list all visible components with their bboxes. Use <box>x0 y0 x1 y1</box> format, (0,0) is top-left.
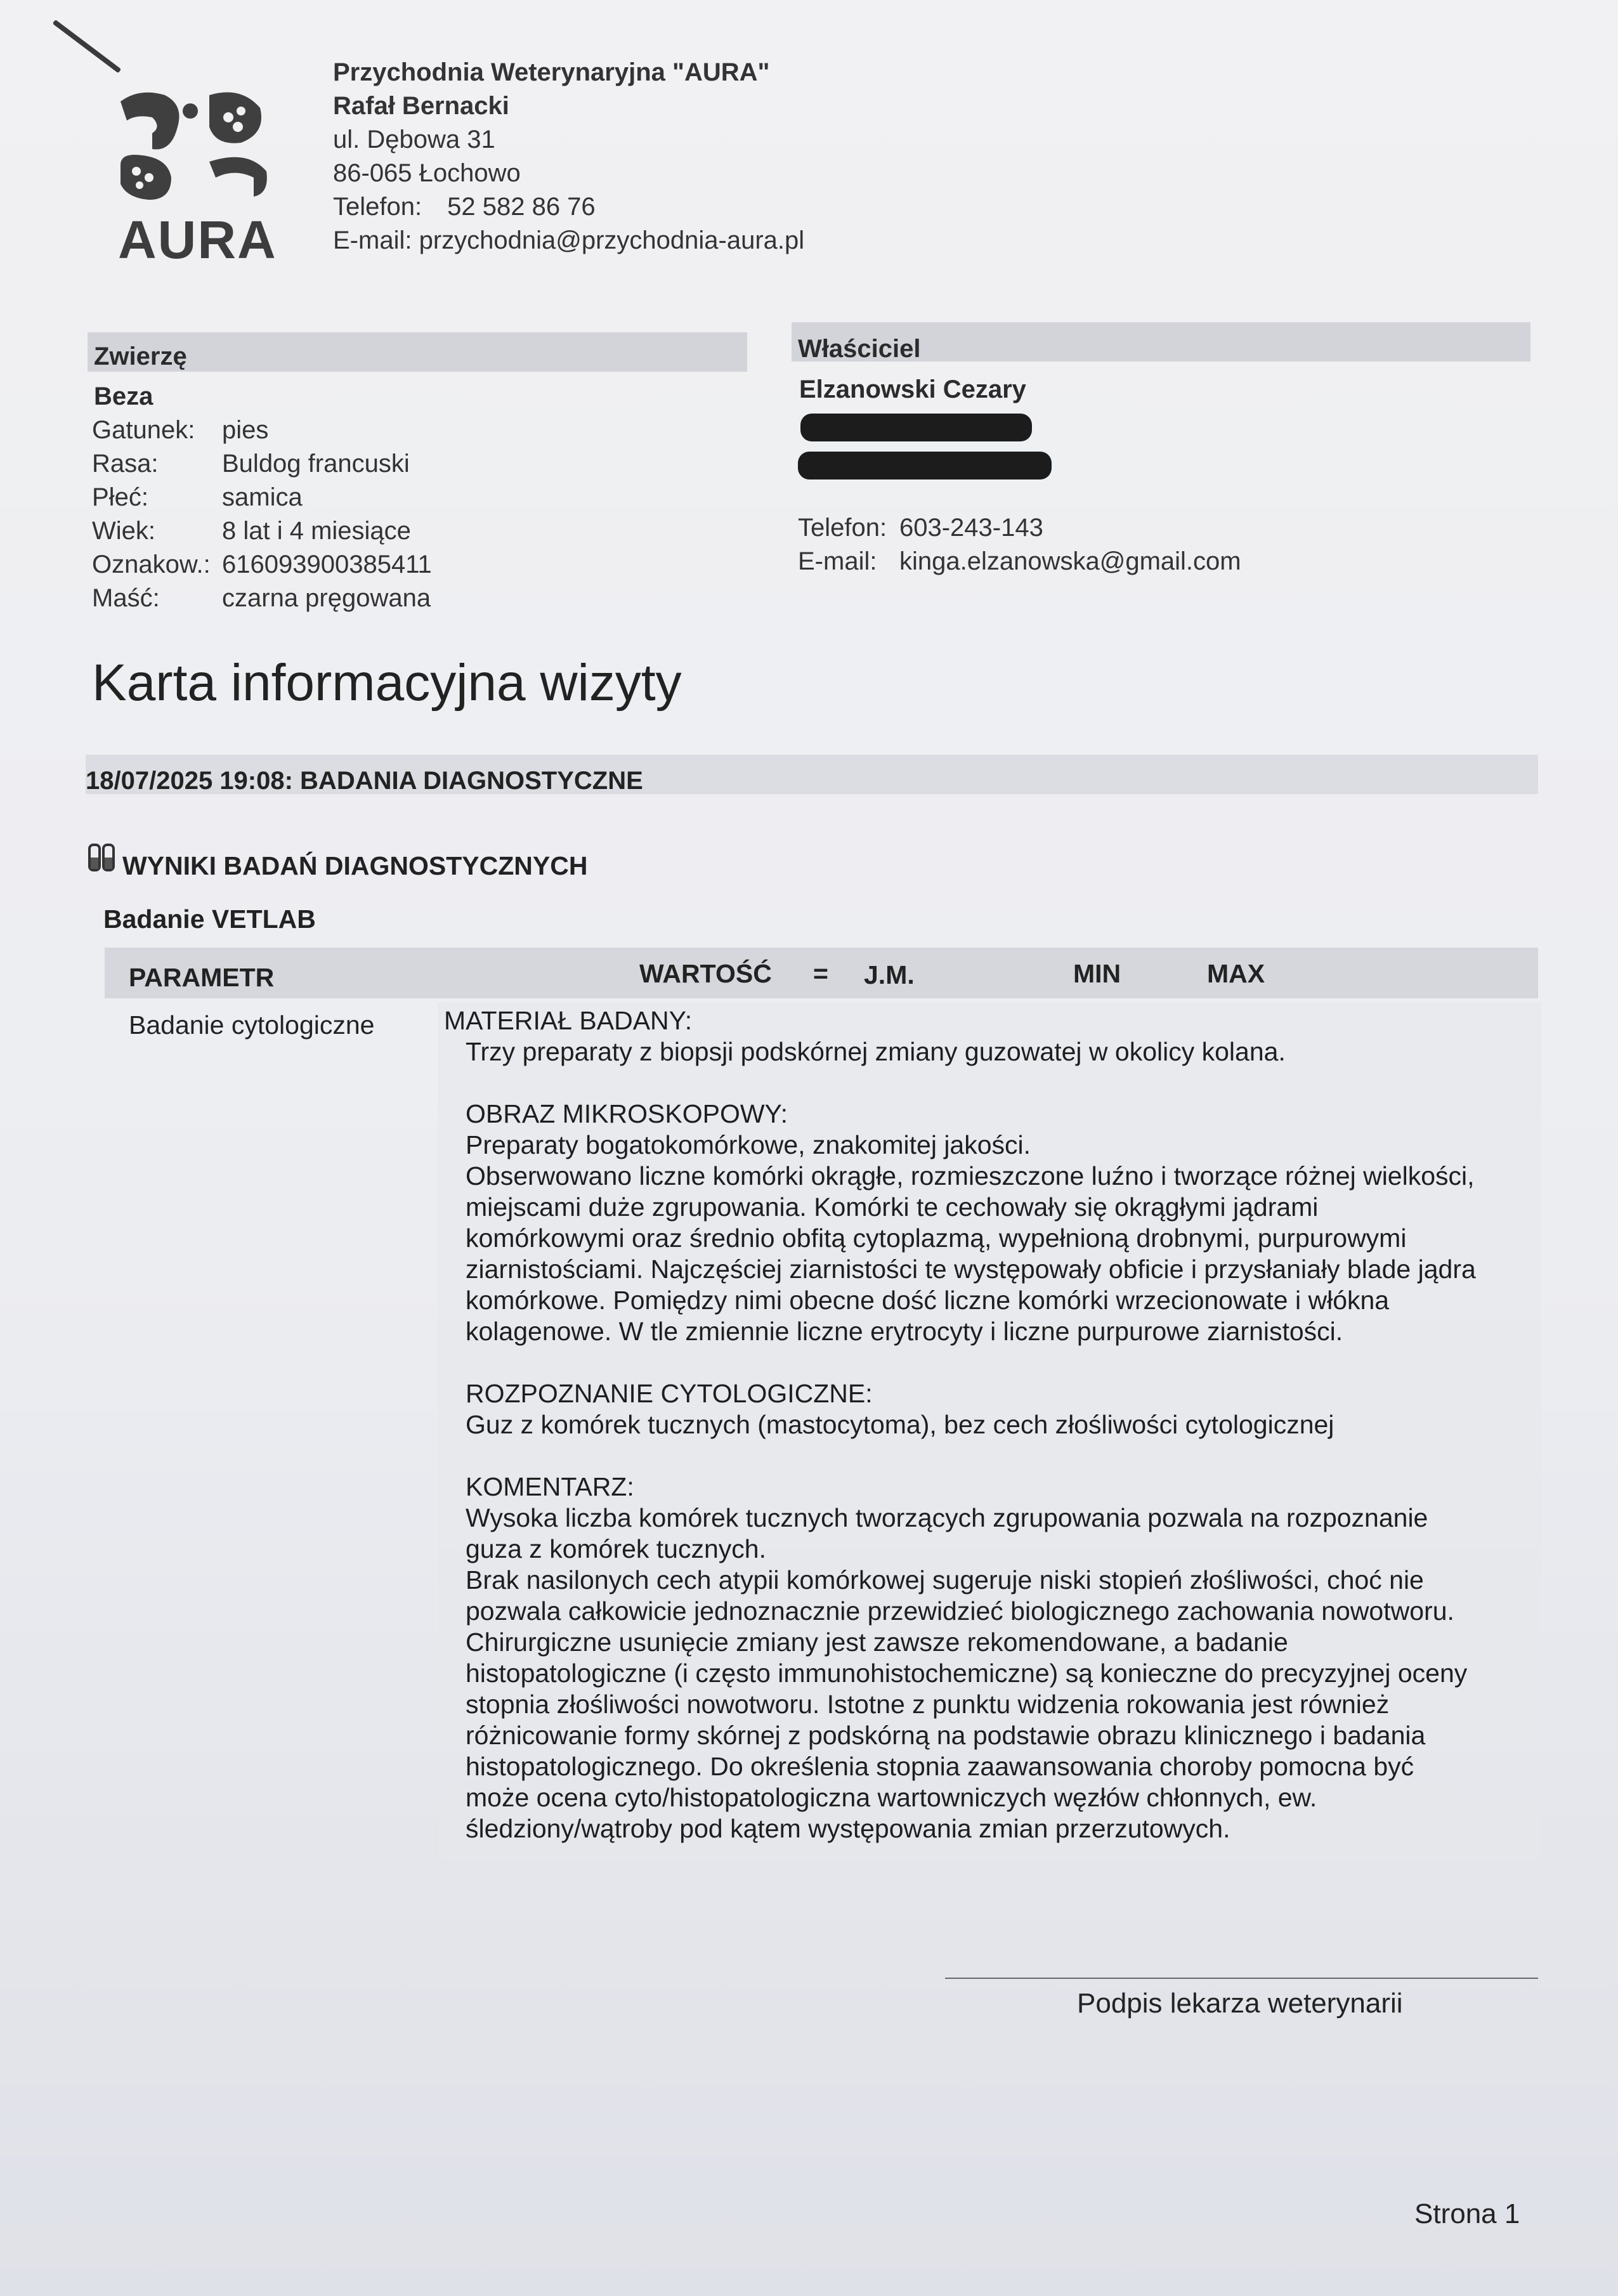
comment-line: histopatologiczne (i często immunohistochemiczne) są konieczne do precyzyjnej oceny <box>466 1659 1468 1688</box>
redaction-mark <box>798 452 1052 479</box>
comment-line: guza z komórek tucznych. <box>466 1534 766 1563</box>
owner-contact <box>798 511 1241 578</box>
signature-line <box>945 1978 1538 1979</box>
clinic-email: przychodnia@przychodnia-aura.pl <box>419 226 805 254</box>
redaction-mark <box>800 414 1032 441</box>
animal-field <box>92 582 432 615</box>
page-number: Strona 1 <box>1414 2198 1520 2229</box>
document-title: Karta informacyjna wizyty <box>92 654 682 712</box>
micro-line: komórkowymi oraz średnio obfitą cytoplazmą, wypełnioną drobnymi, purpurowymi <box>466 1223 1407 1253</box>
clinic-phone: 52 582 86 76 <box>447 193 596 221</box>
cytology-result <box>444 1005 1560 1844</box>
header-max: MAX <box>1207 959 1265 988</box>
owner-phone: 603-243-143 <box>899 514 1043 542</box>
micro-line: miejscami duże zgrupowania. Komórki te cechowały się okrągłymi jądrami <box>466 1192 1319 1222</box>
material-text: Trzy preparaty z biopsji podskórnej zmiany guzowatej w okolicy kolana. <box>466 1037 1286 1066</box>
owner-email: kinga.elzanowska@gmail.com <box>899 547 1241 575</box>
owner-email-row <box>798 545 1241 578</box>
micro-line: Obserwowano liczne komórki okrągłe, rozmieszczone luźno i tworzące różnej wielkości, <box>466 1161 1475 1190</box>
animal-details <box>92 414 432 615</box>
clinic-owner: Rafał Bernacki <box>333 92 509 120</box>
field-label: Rasa: <box>92 450 159 478</box>
field-value: Buldog francuski <box>222 450 410 478</box>
header-eq: = <box>813 959 828 988</box>
clinic-phone-row <box>333 190 804 224</box>
animal-field <box>92 481 432 514</box>
staple <box>53 20 122 74</box>
field-label: Wiek: <box>92 517 155 545</box>
comment-line: stopnia złośliwości nowotworu. Istotne z punktu widzenia rokowania jest również <box>466 1690 1390 1719</box>
signature-label: Podpis lekarza weterynarii <box>1077 1988 1403 2019</box>
animal-field <box>92 447 432 481</box>
diagnosis-text: Guz z komórek tucznych (mastocytoma), bez cech złośliwości cytologicznej <box>466 1410 1334 1439</box>
field-value: 616093900385411 <box>222 551 432 578</box>
field-label: Płeć: <box>92 483 148 511</box>
header-unit: J.M. <box>864 960 915 989</box>
comment-line: może ocena cyto/histopatologiczna wartowniczych węzłów chłonnych, ew. <box>466 1783 1317 1812</box>
clinic-street: ul. Dębowa 31 <box>333 126 495 153</box>
animal-field <box>92 548 432 582</box>
results-heading: WYNIKI BADAŃ DIAGNOSTYCZNYCH <box>122 851 588 880</box>
micro-line: Preparaty bogatokomórkowe, znakomitej jakości. <box>466 1130 1031 1159</box>
field-value: czarna pręgowana <box>222 584 431 612</box>
owner-name: Elzanowski Cezary <box>799 375 1026 403</box>
comment-line: pozwala całkowicie jednoznacznie przewidzieć biologicznego zachowania nowotworu. <box>466 1596 1454 1626</box>
comment-heading: KOMENTARZ: <box>466 1472 634 1501</box>
micro-heading: OBRAZ MIKROSKOPOWY: <box>466 1099 788 1128</box>
header-param: PARAMETR <box>129 963 275 992</box>
comment-line: Chirurgiczne usunięcie zmiany jest zawsze rekomendowane, a badanie <box>466 1627 1288 1657</box>
visit-heading: 18/07/2025 19:08: BADANIA DIAGNOSTYCZNE <box>86 767 643 795</box>
field-value: 8 lat i 4 miesiące <box>222 517 411 545</box>
owner-phone-label: Telefon: <box>798 514 887 542</box>
owner-section-title: Właściciel <box>798 335 921 363</box>
header-value: WARTOŚĆ <box>639 959 772 988</box>
micro-line: kolagenowe. W tle zmiennie liczne erytrocyty i liczne purpurowe ziarnistości. <box>466 1317 1343 1346</box>
field-label: Gatunek: <box>92 416 195 444</box>
animal-field <box>92 514 432 548</box>
micro-line: ziarnistościami. Najczęściej ziarnistości te występowały obficie i przysłaniały blade jądra <box>466 1255 1476 1284</box>
clinic-city: 86-065 Łochowo <box>333 159 521 187</box>
header-min: MIN <box>1073 959 1121 988</box>
comment-line: różnicowanie formy skórnej z podskórną na podstawie obrazu klinicznego i badania <box>466 1721 1426 1750</box>
field-label: Oznakow.: <box>92 551 211 578</box>
material-heading: MATERIAŁ BADANY: <box>444 1006 693 1035</box>
clinic-name: Przychodnia Weterynaryjna "AURA" <box>333 58 770 86</box>
comment-line: Wysoka liczba komórek tucznych tworzących zgrupowania pozwala na rozpoznanie <box>466 1503 1428 1532</box>
field-value: samica <box>222 483 303 511</box>
field-label: Maść: <box>92 584 160 612</box>
animal-section-title: Zwierzę <box>94 342 187 370</box>
animal-name: Beza <box>94 382 153 410</box>
clinic-header <box>333 56 804 258</box>
owner-phone-row <box>798 511 1241 545</box>
clinic-phone-label: Telefon: <box>333 193 422 221</box>
micro-line: komórkowe. Pomiędzy nimi obecne dość liczne komórki wrzecionowate i włókna <box>466 1286 1390 1315</box>
field-value: pies <box>222 416 269 444</box>
clinic-email-row <box>333 224 804 258</box>
owner-email-label: E-mail: <box>798 547 877 575</box>
comment-line: Brak nasilonych cech atypii komórkowej sugeruje niski stopień złośliwości, choć nie <box>466 1565 1424 1595</box>
comment-line: histopatologicznego. Do określenia stopnia zaawansowania choroby pomocna być <box>466 1752 1414 1781</box>
test-tubes-icon <box>87 842 117 875</box>
logo-wordmark: AURA <box>118 210 277 270</box>
parameter-name: Badanie cytologiczne <box>129 1010 375 1040</box>
clinic-email-label: E-mail: <box>333 226 412 254</box>
lab-name: Badanie VETLAB <box>103 904 316 934</box>
comment-line: śledziony/wątroby pod kątem występowania zmian przerzutowych. <box>466 1814 1230 1843</box>
animal-field <box>92 414 432 447</box>
diagnosis-heading: ROZPOZNANIE CYTOLOGICZNE: <box>466 1379 873 1408</box>
